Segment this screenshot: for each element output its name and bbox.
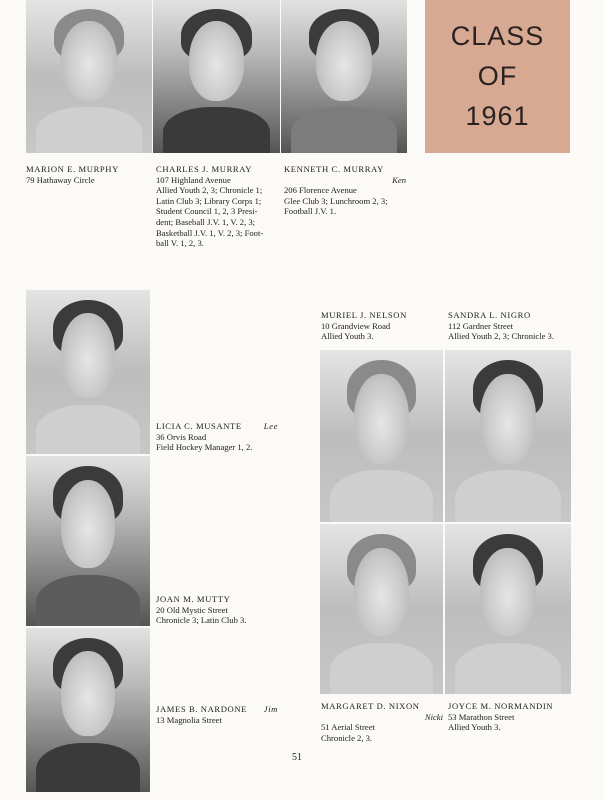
student-address: 36 Orvis Road (156, 431, 207, 442)
student-activity-line: Chronicle 3; Latin Club 3. (156, 615, 247, 626)
photo-kenneth-murray (281, 0, 407, 153)
photo-sandra-nigro (445, 350, 571, 522)
page-number: 51 (292, 752, 302, 763)
photo-charles-murray (153, 0, 280, 153)
class-of-1961-title (425, 0, 570, 153)
student-name: JOAN M. MUTTY (156, 594, 231, 604)
caption-sandra-nigro (448, 310, 578, 342)
title-line-1: CLASS (450, 21, 545, 51)
student-activity-line: Basketball J.V. 1, V. 2, 3; Foot- (156, 227, 264, 238)
student-address: 79 Hathaway Circle (26, 174, 95, 185)
photo-james-nardone (26, 628, 150, 792)
student-address: 206 Florence Avenue (284, 185, 357, 196)
student-name-text: JAMES B. NARDONE (156, 704, 248, 714)
student-nickname: Ken (392, 174, 406, 185)
caption-kenneth-murray (284, 164, 406, 217)
student-activity-line: Allied Youth 2, 3; Chronicle 1; (156, 185, 263, 196)
student-name (156, 704, 278, 715)
title-line-3: 1961 (465, 101, 530, 131)
student-address: 51 Aerial Street (321, 722, 375, 733)
caption-joyce-normandin (448, 701, 578, 733)
student-name: MARION E. MURPHY (26, 164, 119, 174)
student-activity-line: dent; Baseball J.V. 1, V. 2, 3; (156, 216, 256, 227)
title-line-2: OF (477, 61, 518, 91)
caption-licia-musante (156, 421, 278, 453)
student-activity-line: Allied Youth 3. (448, 722, 501, 733)
photo-joan-mutty (26, 456, 150, 626)
caption-muriel-nelson (321, 310, 443, 342)
student-activity-line: ball V. 1, 2, 3. (156, 238, 204, 249)
caption-marion-murphy (26, 164, 150, 185)
student-nickname: Lee (263, 421, 278, 431)
caption-margaret-nixon (321, 701, 443, 743)
caption-joan-mutty (156, 594, 278, 626)
student-activity-line: Latin Club 3; Library Corps 1; (156, 195, 262, 206)
student-name: KENNETH C. MURRAY (284, 164, 384, 174)
caption-james-nardone (156, 704, 278, 725)
student-address: 112 Gardner Street (448, 320, 514, 331)
student-activity-line: Allied Youth 2, 3; Chronicle 3. (448, 331, 554, 342)
student-name: MURIEL J. NELSON (321, 310, 407, 320)
student-activity-line: Field Hockey Manager 1, 2. (156, 442, 253, 453)
caption-charles-murray (156, 164, 278, 249)
student-activity-line: Chronicle 2, 3. (321, 732, 373, 743)
student-nickname: Nicki (424, 711, 443, 722)
student-activity-line: Allied Youth 3. (321, 331, 374, 342)
student-address: 53 Marathon Street (448, 711, 515, 722)
student-address: 20 Old Mystic Street (156, 604, 228, 615)
photo-marion-murphy (26, 0, 152, 153)
student-nickname: Jim (263, 704, 278, 714)
photo-licia-musante (26, 290, 150, 454)
student-name-text: LICIA C. MUSANTE (156, 421, 242, 431)
student-address: 13 Magnolia Street (156, 714, 222, 725)
student-activity-line: Glee Club 3; Lunchroom 2, 3; (284, 195, 388, 206)
student-address: 107 Highland Avenue (156, 174, 231, 185)
student-activity-line: Student Council 1, 2, 3 Presi- (156, 206, 258, 217)
student-name: JOYCE M. NORMANDIN (448, 701, 554, 711)
photo-margaret-nixon (320, 524, 443, 694)
photo-muriel-nelson (320, 350, 443, 522)
photo-joyce-normandin (445, 524, 571, 694)
student-name: SANDRA L. NIGRO (448, 310, 531, 320)
student-address: 10 Grandview Road (321, 320, 391, 331)
student-name: MARGARET D. NIXON (321, 701, 420, 711)
student-name (156, 421, 278, 432)
student-activity-line: Football J.V. 1. (284, 206, 337, 217)
student-name: CHARLES J. MURRAY (156, 164, 253, 174)
